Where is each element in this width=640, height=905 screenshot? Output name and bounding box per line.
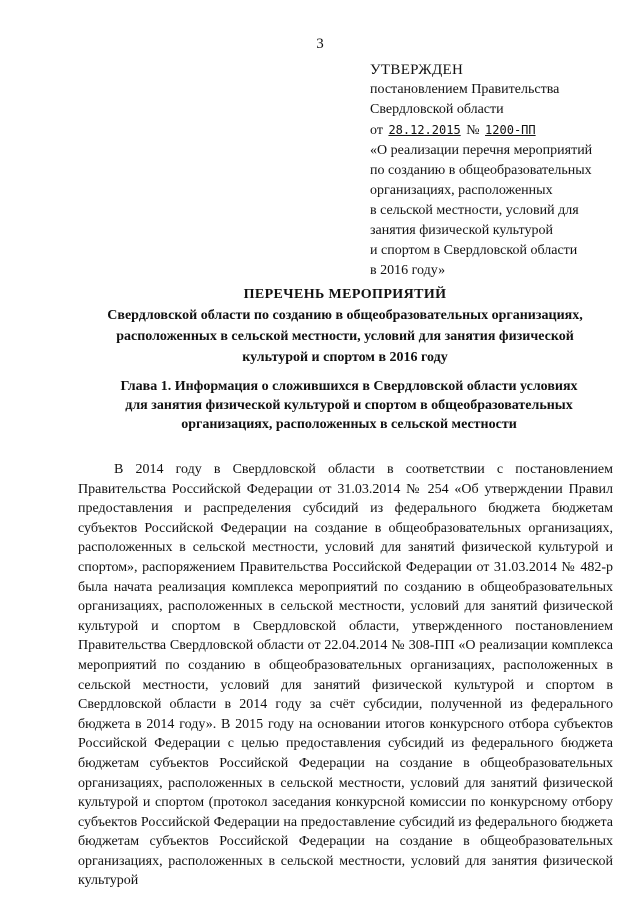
chapter-line: для занятия физической культурой и спортом в общеобразовательных	[125, 398, 573, 413]
chapter-line: Глава 1. Информация о сложившихся в Свердловской области условиях	[120, 379, 578, 394]
approval-subject-line: организациях, расположенных	[370, 183, 553, 198]
approval-heading: УТВЕРЖДЕН	[370, 62, 464, 78]
chapter-heading	[86, 377, 612, 434]
document-title	[78, 284, 612, 368]
approval-block	[370, 60, 620, 281]
approval-subject-line: и спортом в Свердловской области	[370, 243, 578, 258]
title-subline: культурой и спортом в 2016 году	[242, 350, 448, 365]
approval-subject-line: в 2016 году»	[370, 263, 446, 278]
approval-date: 28.12.2015	[388, 123, 461, 137]
approval-subject-line: занятия физической культурой	[370, 223, 553, 238]
title-subline: Свердловской области по созданию в общеобразовательных организациях,	[107, 308, 583, 323]
approval-from-label: от	[370, 123, 383, 138]
approval-date-line	[370, 120, 620, 141]
chapter-line: организациях, расположенных в сельской местности	[181, 417, 517, 432]
approval-subject-line: по созданию в общеобразовательных	[370, 163, 592, 178]
approval-subject-line: в сельской местности, условий для	[370, 203, 579, 218]
approval-subject-line: «О реализации перечня мероприятий	[370, 143, 593, 158]
approval-line-1: постановлением Правительства	[370, 82, 560, 97]
approval-number: 1200-ПП	[485, 123, 536, 137]
title-main: ПЕРЕЧЕНЬ МЕРОПРИЯТИЙ	[243, 287, 447, 302]
body-paragraph: В 2014 году в Свердловской области в соответствии с постановлением Правительства Российской Федерации от 31.03.2014 № 254 «Об утверждении Правил предоставления и распределения субсидий из федерального бюджета бюджетам субъектов Российской Федерации на создание в общеобразовательных организациях, расположенных в сельской местности, условий для занятий физической культурой и спортом», распоряжением Правительства Российской Федерации от 31.03.2014 № 482-р была начата реализация комплекса мероприятий по созданию в общеобразовательных организациях, расположенных в сельской местности, условий для занятий физической культурой и спортом в Свердловской области, утвержденного постановлением Правительства Свердловской области от 22.04.2014 № 308-ПП «О реализации комплекса мероприятий по созданию в общеобразовательных организациях, расположенных в сельской местности, условий для занятий физической культурой и спортом в Свердловской области в 2014 году за счёт субсидии, полученной из федерального бюджета в 2014 году». В 2015 году на основании итогов конкурсного отбора субъектов Российской Федерации с целью предоставления субсидий из федерального бюджета бюджетам субъектов Российской Федерации на создание в общеобразовательных организациях, расположенных в сельской местности, условий для занятий физической культурой и спортом (протокол заседания конкурсной комиссии по конкурсному отбору субъектов Российской Федерации на предоставление субсидий из федерального бюджета бюджетам субъектов Российской Федерации на создание в общеобразовательных организациях, расположенных в сельской местности, условий для занятия физической культурой	[78, 462, 613, 889]
page-number: 3	[316, 36, 324, 52]
approval-number-label: №	[466, 123, 480, 138]
approval-line-2: Свердловской области	[370, 102, 504, 117]
title-subline: расположенных в сельской местности, условий для занятия физической	[116, 329, 574, 344]
